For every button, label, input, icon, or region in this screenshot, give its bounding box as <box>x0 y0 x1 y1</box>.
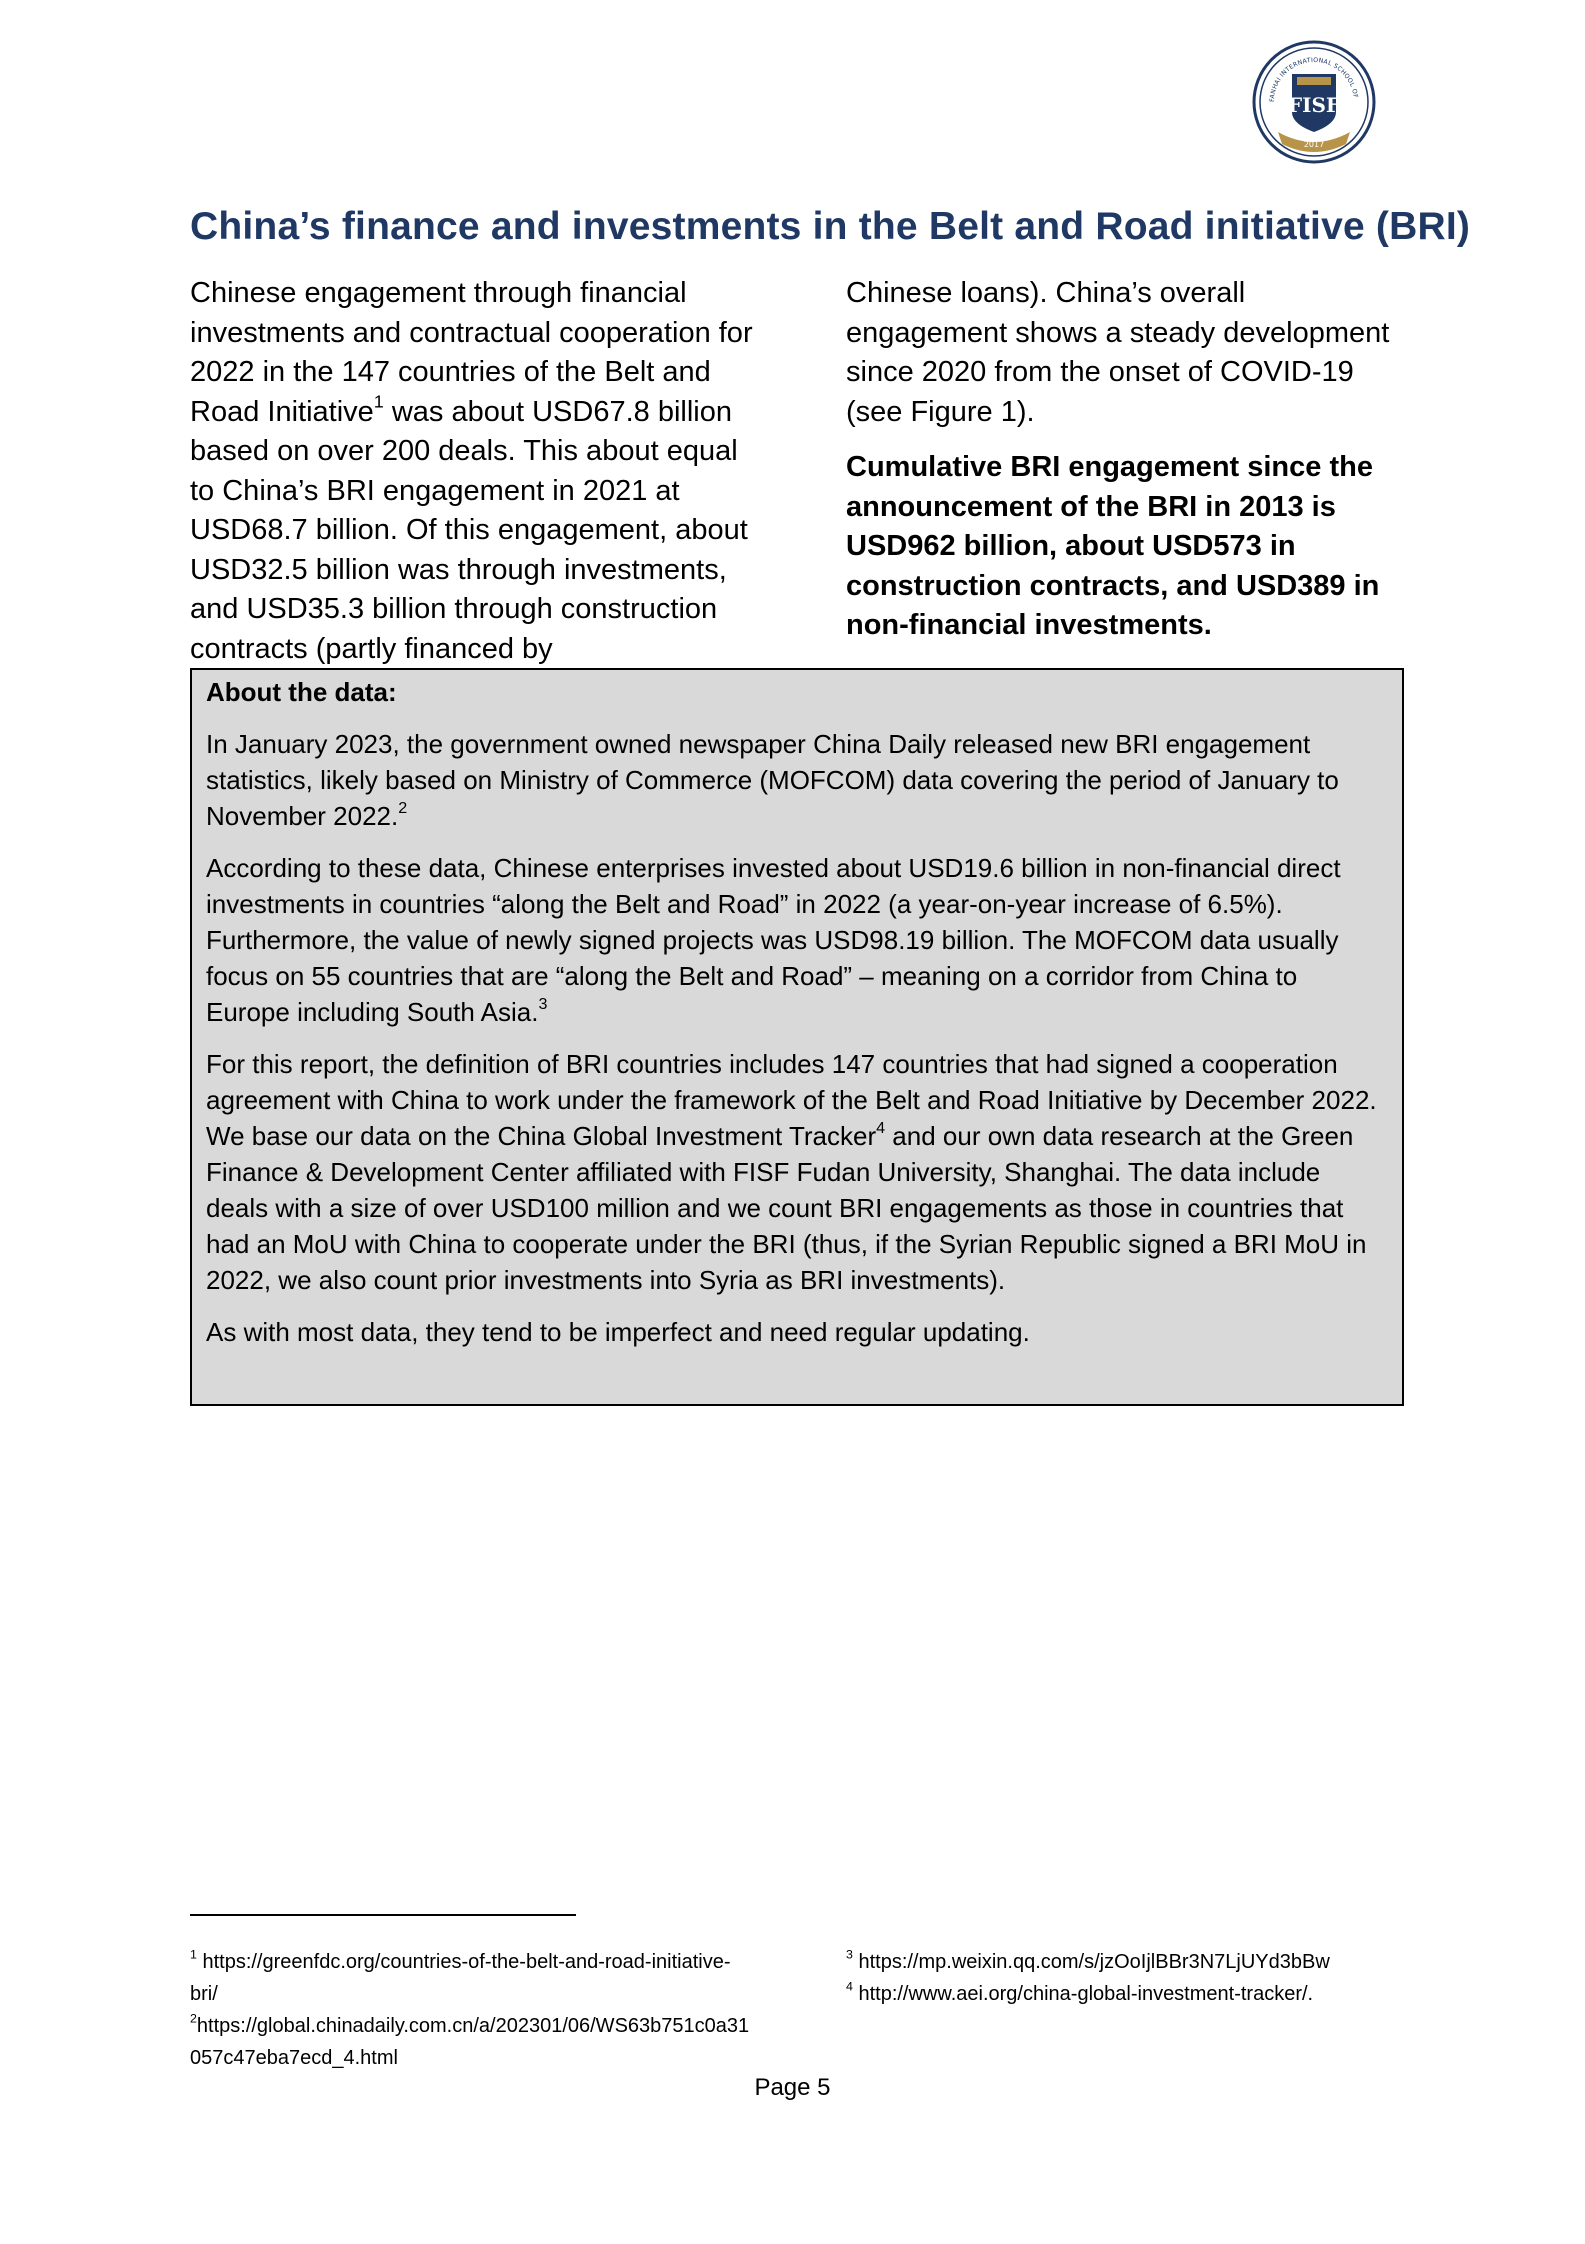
about-the-data-box <box>190 668 1404 1406</box>
about-paragraph-1 <box>206 726 1388 834</box>
svg-text:2017: 2017 <box>1303 140 1325 149</box>
fisf-seal-icon <box>1252 40 1376 164</box>
about-p3-text-a: For this report, the definition of BRI countries includes 147 countries that had signed a cooperation agreement with China to work under the framework of the Belt and Road Initiative by December 2022. We base our data on the China Global Investment Tracker <box>206 1049 1377 1151</box>
svg-text:FANHAI INTERNATIONAL SCHOOL OF: FANHAI INTERNATIONAL SCHOOL OF <box>1268 56 1359 103</box>
footnotes-right <box>846 1946 1406 2010</box>
fisf-logo <box>1252 40 1376 164</box>
footnote-3-link[interactable]: https://mp.weixin.qq.com/s/jzOoIjlBBr3N7LjUYd3bBw <box>852 1951 1330 1973</box>
footnote-2 <box>190 2010 750 2074</box>
intro-right-column <box>846 274 1406 646</box>
footnote-ref-3[interactable]: 3 <box>538 994 548 1013</box>
page-number: Page 5 <box>754 2074 831 2101</box>
intro-paragraph <box>190 274 760 669</box>
footnote-1-link[interactable]: https://greenfdc.org/countries-of-the-belt-and-road-initiative-bri/ <box>190 1951 731 2005</box>
about-p3-text-b: and our own data research at the Green Finance & Development Center affiliated with FISF Fudan University, Shanghai. The data include deals with a size of over USD100 million and we count BRI engagements as those in countries that had an MoU with China to cooperate under the BRI (thus, if the Syrian Republic signed a BRI MoU in 2022, we also count prior investments into Syria as BRI investments). <box>206 1121 1367 1295</box>
about-box-title: About the data: <box>206 677 397 707</box>
footnotes-left <box>190 1946 750 2074</box>
footnote-4-number: 4 <box>846 1979 853 1994</box>
footnote-1-number: 1 <box>190 1947 197 1962</box>
intro-continuation: Chinese loans). China’s overall engagement shows a steady development since 2020 from the onset of COVID-19 (see Figure 1). <box>846 277 1390 428</box>
about-p2-text: According to these data, Chinese enterprises invested about USD19.6 billion in non-financial direct investments in countries “along the Belt and Road” in 2022 (a year-on-year increase of 6.5%). Furthermore, the value of newly signed projects was USD98.19 billion. The MOFCOM data usually focus on 55 countries that are “along the Belt and Road” – meaning on a corridor from China to Europe including South Asia. <box>206 853 1341 1027</box>
about-paragraph-4: As with most data, they tend to be imperfect and need regular updating. <box>206 1317 1030 1347</box>
footnote-3-number: 3 <box>846 1947 853 1962</box>
about-paragraph-3 <box>206 1046 1388 1298</box>
about-paragraph-2 <box>206 850 1388 1030</box>
footnote-4 <box>846 1978 1406 2010</box>
intro-text-part2: was about USD67.8 billion based on over 200 deals. This about equal to China’s BRI engagement in 2021 at USD68.7 billion. Of this engagement, about USD32.5 billion was through investments, and USD35.3 billion through construction contracts (partly financed by <box>190 395 748 665</box>
about-p1-text: In January 2023, the government owned newspaper China Daily released new BRI engagement statistics, likely based on Ministry of Commerce (MOFCOM) data covering the period of January to November 2022. <box>206 729 1339 831</box>
svg-text:FISF: FISF <box>1287 93 1341 117</box>
page-title: China’s finance and investments in the Belt and Road initiative (BRI) <box>190 205 1471 248</box>
footnote-ref-1[interactable]: 1 <box>373 391 384 412</box>
footnote-1 <box>190 1946 750 2010</box>
footnote-2-link[interactable]: https://global.chinadaily.com.cn/a/202301/06/WS63b751c0a31057c47eba7ecd_4.html <box>190 2015 750 2069</box>
footnote-ref-4[interactable]: 4 <box>876 1118 886 1137</box>
intro-left-column <box>190 274 760 669</box>
cumulative-engagement-highlight: Cumulative BRI engagement since the announcement of the BRI in 2013 is USD962 billion, about USD573 in construction contracts, and USD389 in non-financial investments. <box>846 451 1380 641</box>
intro-text-part1: Chinese engagement through financial investments and contractual cooperation for 2022 in the 147 countries of the Belt and Road Initiative <box>190 277 753 428</box>
footnote-ref-2[interactable]: 2 <box>398 798 408 817</box>
footnote-separator <box>190 1914 576 1916</box>
footnote-2-number: 2 <box>190 2011 197 2026</box>
footnote-3 <box>846 1946 1406 1978</box>
footnote-4-link[interactable]: http://www.aei.org/china-global-investment-tracker/. <box>852 1983 1314 2005</box>
